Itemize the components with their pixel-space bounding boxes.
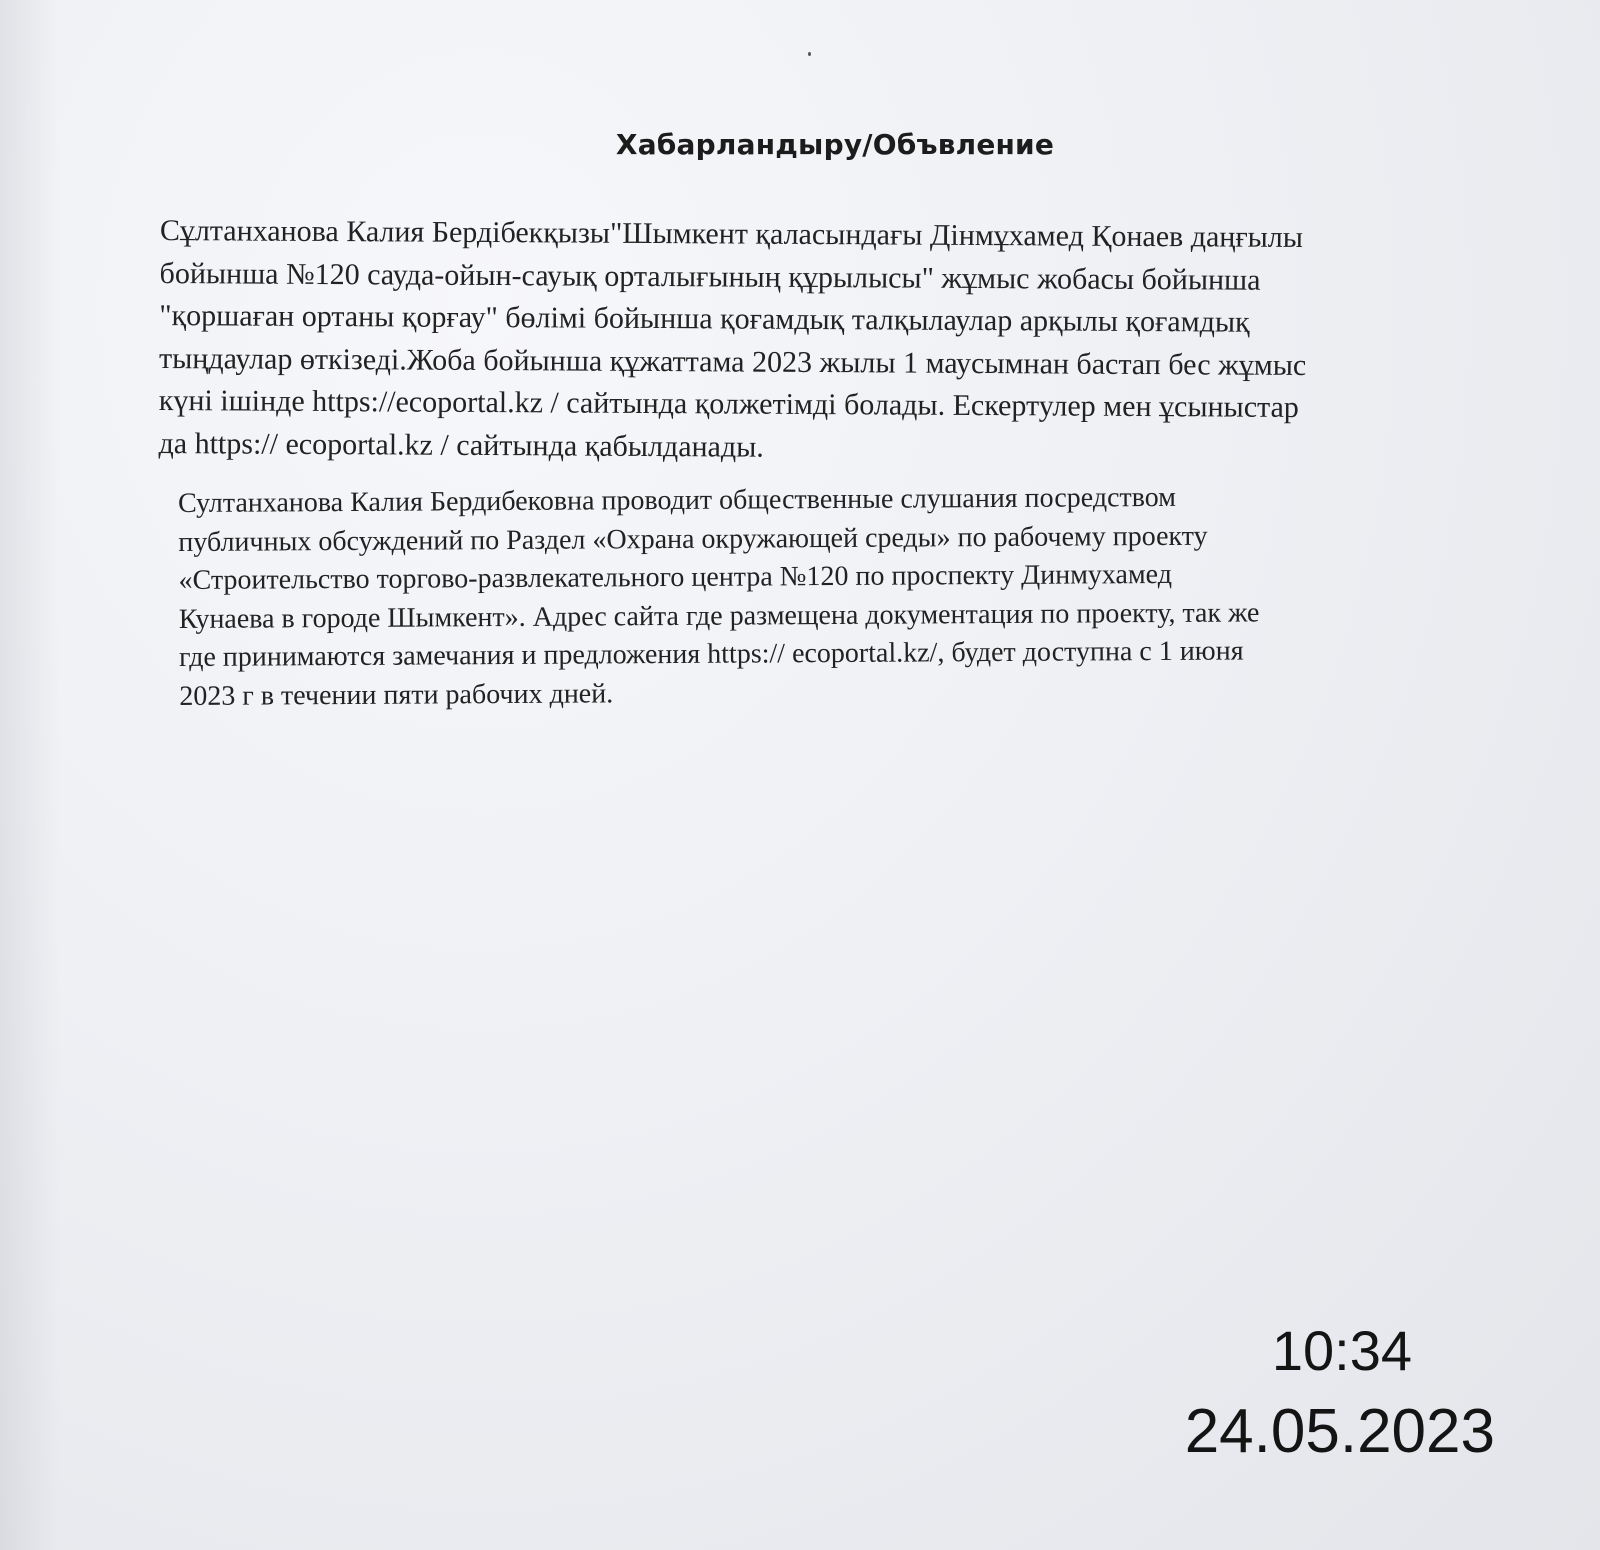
ru-line-3: «Строительство торгово-развлекательного центра №120 по проспекту Динмухамед: [178, 558, 1173, 596]
ru-line-5: где принимаются замечания и предложения https:// ecoportal.kz/, будет доступна с 1 июня: [178, 635, 1244, 673]
ru-line-6: 2023 г в течении пяти рабочих дней.: [179, 677, 614, 712]
photo-timestamp-date: 24.05.2023: [1184, 1397, 1495, 1466]
paper-speck: [808, 52, 811, 56]
kz-line-6: да https:// ecoportal.kz / сайтында қабылданады.: [158, 426, 764, 464]
photo-timestamp-time: 10:34: [1271, 1319, 1412, 1382]
document-title: Хабарландыру/Объвление: [615, 128, 1055, 161]
kazakh-paragraph: [158, 210, 1480, 473]
kz-line-5: күні ішінде https://ecoportal.kz / сайтында қолжетімді болады. Ескертулер мен ұсыныстар: [158, 383, 1299, 424]
kz-line-1: Сұлтанханова Калия Бердібекқызы"Шымкент қаласындағы Дінмұхамед Қонаев даңғылы: [159, 213, 1304, 254]
ru-line-4: Кунаева в городе Шымкент». Адрес сайта где размещена документация по проекту, так же: [178, 596, 1260, 635]
kz-line-2: бойынша №120 сауда-ойын-сауық орталығының құрылысы" жұмыс жобасы бойынша: [159, 256, 1261, 297]
ru-line-1: Султанханова Калия Бердибековна проводит общественные слушания посредством: [178, 481, 1177, 519]
kz-line-4: тыңдаулар өткізеді.Жоба бойынша құжаттама 2023 жылы 1 маусымнан бастап бес жұмыс: [158, 341, 1307, 382]
kz-line-3: "қоршаған ортаны қорғау" бөлімі бойынша қоғамдық талқылаулар арқылы қоғамдық: [159, 298, 1250, 339]
russian-paragraph: [178, 477, 1499, 716]
ru-line-2: публичных обсуждений по Раздел «Охрана окружающей среды» по рабочему проекту: [178, 520, 1208, 558]
page-shadow: [0, 0, 60, 1550]
